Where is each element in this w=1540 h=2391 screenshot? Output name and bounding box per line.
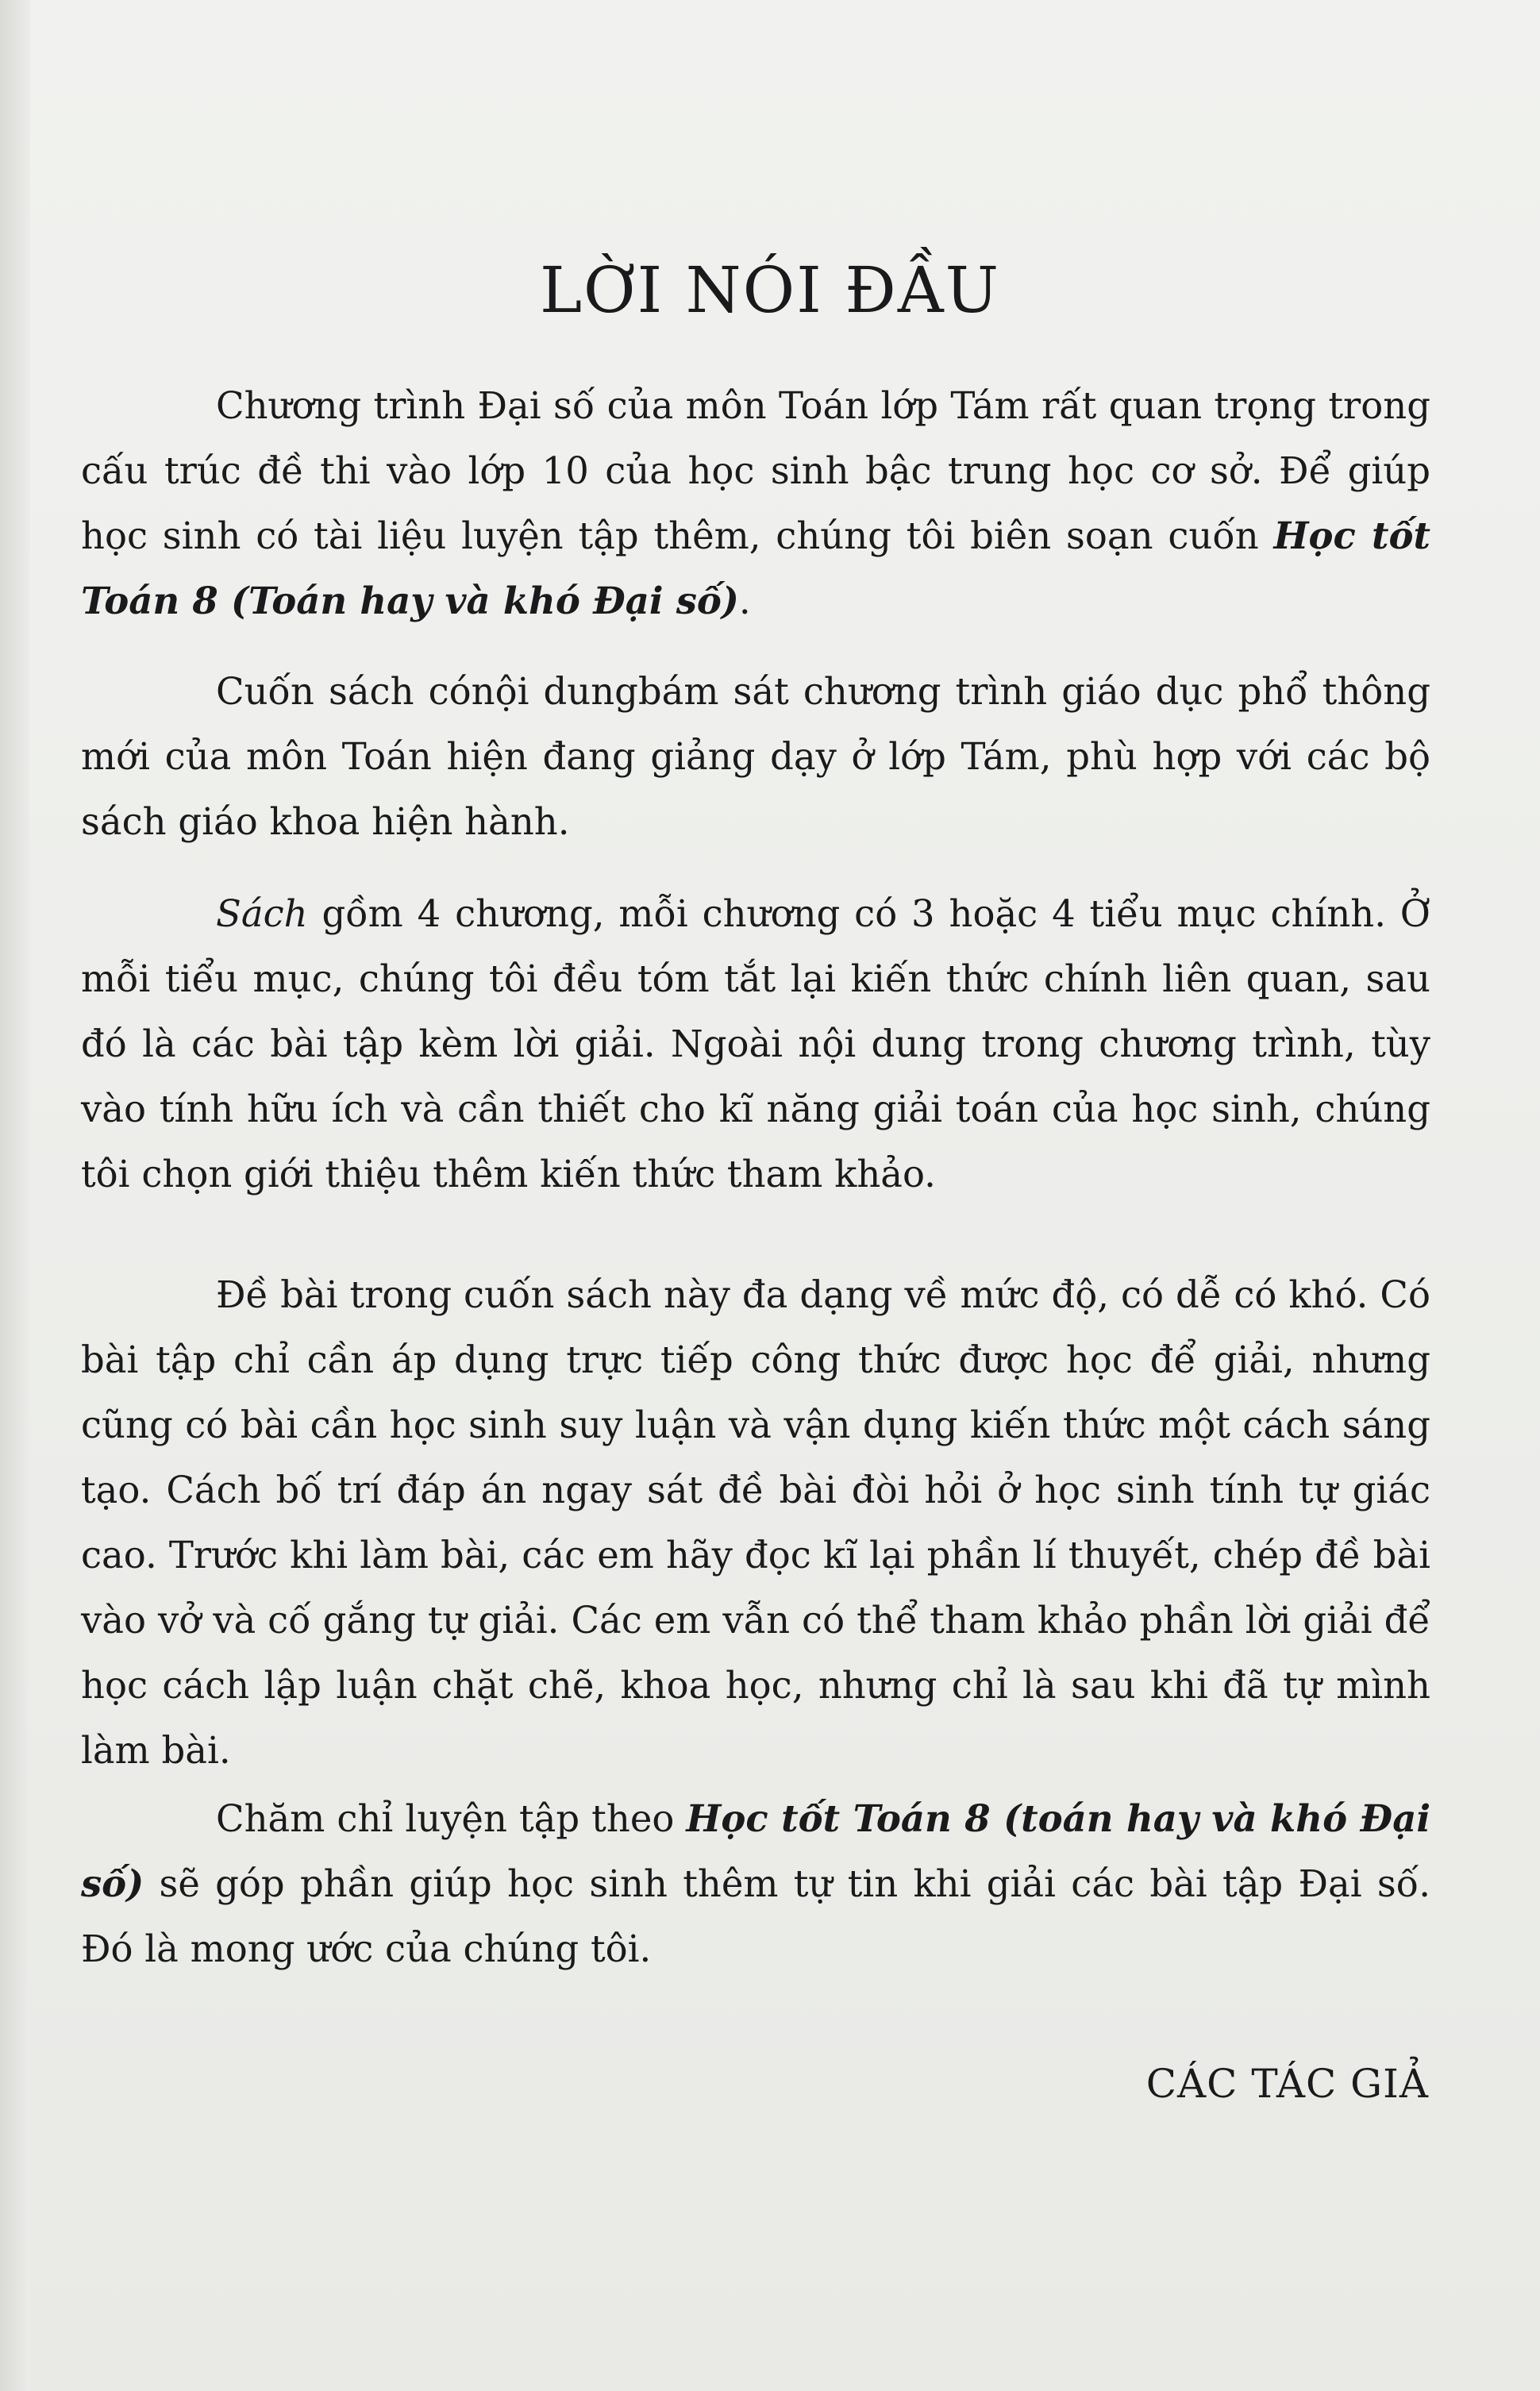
preface-body — [81, 373, 1430, 1981]
paragraph-3-lead: Sách — [216, 892, 308, 935]
authors-signature: CÁC TÁC GIẢ — [1145, 2061, 1429, 2107]
page-binding-shadow — [0, 0, 30, 2391]
paragraph-1-text: Chương trình Đại số của môn Toán lớp Tám rất quan trọng trong cấu trúc đề thi vào lớp 10 của học sinh bậc trung học cơ sở. Để giúp học sinh có tài liệu luyện tập thêm, chúng tôi biên soạn cuốn — [81, 384, 1430, 557]
paragraph-4-text: Đề bài trong cuốn sách này đa dạng về mức độ, có dễ có khó. Có bài tập chỉ cần áp dụng trực tiếp công thức được học để giải, nhưng cũng có bài cần học sinh suy luận và vận dụng kiến thức một cách sáng tạo. Cách bố trí đáp án ngay sát đề bài đòi hỏi ở học sinh tính tự giác cao. Trước khi làm bài, các em hãy đọc kĩ lại phần lí thuyết, chép đề bài vào vở và cố gắng tự giải. Các em vẫn có thể tham khảo phần lời giải để học cách lập luận chặt chẽ, khoa học, nhưng chỉ là sau khi đã tự mình làm bài. — [81, 1273, 1430, 1772]
paragraph-2 — [81, 659, 1430, 854]
paragraph-3 — [81, 881, 1430, 1207]
paragraph-5-book-title: Học tốt Toán 8 (toán hay và khó Đại số) — [81, 1796, 1430, 1905]
paragraph-1-book-title: Học tốt Toán 8 (Toán hay và khó Đại số) — [81, 514, 1430, 622]
paragraph-4 — [81, 1262, 1430, 1783]
paragraph-5-text: sẽ góp phần giúp học sinh thêm tự tin khi giải các bài tập Đại số. Đó là mong ước của chúng tôi. — [81, 1862, 1430, 1970]
paragraph-5 — [81, 1786, 1430, 1981]
paragraph-3-text: gồm 4 chương, mỗi chương có 3 hoặc 4 tiểu mục chính. Ở mỗi tiểu mục, chúng tôi đều tóm tắt lại kiến thức chính liên quan, sau đó là các bài tập kèm lời giải. Ngoài nội dung trong chương trình, tùy vào tính hữu ích và cần thiết cho kĩ năng giải toán của học sinh, chúng tôi chọn giới thiệu thêm kiến thức tham khảo. — [81, 892, 1430, 1196]
paragraph-1-end: . — [738, 579, 751, 622]
paragraph-1 — [81, 373, 1430, 633]
paragraph-2-text: Cuốn sách cónội dungbám sát chương trình giáo dục phổ thông mới của môn Toán hiện đang giảng dạy ở lớp Tám, phù hợp với các bộ sách giáo khoa hiện hành. — [81, 670, 1430, 843]
page-title: LỜI NÓI ĐẦU — [539, 253, 1001, 327]
paragraph-5-lead: Chăm chỉ luyện tập theo — [216, 1797, 687, 1840]
